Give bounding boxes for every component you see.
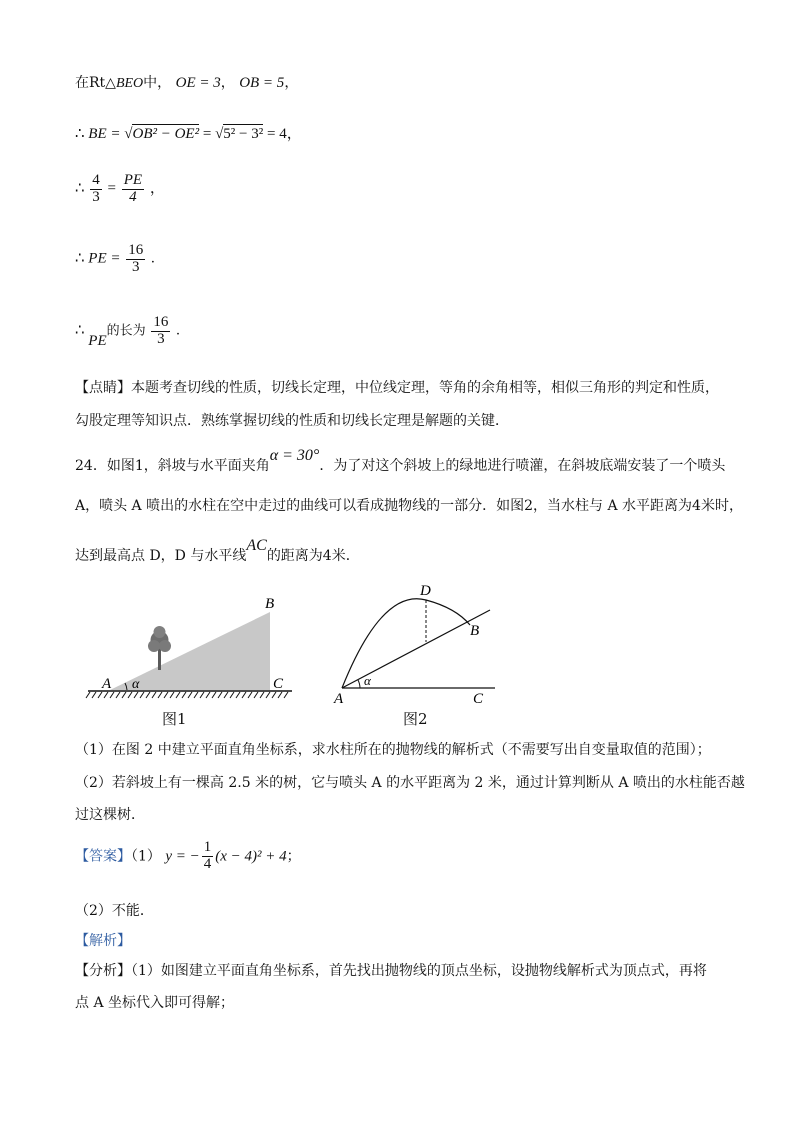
equation: (x − 4)² + 4 (215, 848, 287, 865)
equation: α = 30° (269, 447, 320, 464)
label-B: B (470, 623, 480, 639)
label-alpha: α (364, 673, 371, 688)
text: ， (284, 75, 299, 91)
answer-tag: 【答案】 (75, 848, 131, 865)
text: 勾股定理等知识点．熟练掌握切线的性质和切线长定理是解题的关键． (75, 413, 509, 429)
numerator: 16 (128, 242, 144, 258)
text: ， (149, 180, 165, 197)
answer-line-2: （2）不能． (75, 903, 154, 919)
numerator: 4 (92, 172, 100, 188)
denominator: 3 (157, 330, 165, 347)
sub-question-2-line-1: （2）若斜坡上有一棵高 2.5 米的树，它与喷头 A 的水平距离为 2 米，通过计算判断从 A 喷出的水柱能否越 (75, 775, 745, 791)
solution-line-3 (75, 173, 165, 206)
solution-line-2 (75, 122, 302, 143)
fenxi-tag: 【分析】 (75, 963, 131, 979)
numerator: 1 (203, 839, 212, 855)
fraction (90, 173, 102, 206)
question-24-line-1 (75, 447, 726, 475)
label-C: C (473, 691, 484, 705)
text: 的距离为4米． (266, 548, 360, 564)
fraction (202, 840, 214, 873)
text: 达到最高点 D，D 与水平线 (75, 548, 247, 564)
denominator: 3 (132, 258, 140, 275)
numerator: PE (123, 172, 143, 188)
text: （1） (131, 848, 161, 865)
figure-2-caption: 图2 (403, 710, 428, 728)
text: 中， (143, 75, 172, 91)
equation: BE = (88, 126, 121, 142)
label-alpha: α (132, 677, 140, 692)
note-tag: 【点睛】 (75, 380, 131, 396)
equation: OE = 3 (175, 75, 221, 91)
therefore-symbol: ∴ (75, 250, 85, 267)
analysis-line-1 (75, 960, 707, 980)
fraction (126, 243, 145, 276)
label-B: B (265, 596, 275, 612)
answer-line-1 (75, 840, 301, 873)
question-24-line-2 (75, 495, 743, 515)
triangle-name: BEO (115, 76, 144, 91)
radicand: OB² − OE² (132, 126, 200, 142)
label-A: A (334, 691, 344, 705)
text: = (107, 180, 117, 197)
figure-1 (80, 590, 300, 710)
equation: PE = (88, 250, 121, 267)
text: 24．如图1，斜坡与水平面夹角 (75, 458, 270, 474)
radicand: 5² − 3² (223, 126, 264, 142)
text: . (151, 250, 155, 267)
fraction (122, 173, 144, 206)
text: . (176, 322, 180, 339)
text: 本题考查切线的性质，切线长定理，中位线定理，等角的余角相等，相似三角形的判定和性质， (131, 380, 719, 396)
text: A，喷头 A 喷出的水柱在空中走过的曲线可以看成抛物线的一部分．如图2，当水柱与 A 水平距离为4米时， (75, 498, 743, 514)
analysis-tag: 【解析】 (75, 933, 131, 949)
text: ， (286, 126, 302, 142)
text: = 4 (267, 126, 287, 142)
text: （1）如图建立平面直角坐标系，首先找出抛物线的顶点坐标，设抛物线解析式为顶点式，再将 (131, 963, 707, 979)
variable: AC (246, 537, 267, 554)
analysis-line-2: 点 A 坐标代入即可得解； (75, 995, 235, 1011)
ground-hatching (86, 692, 288, 698)
therefore-symbol: ∴ (75, 322, 85, 339)
variable: PE (88, 332, 107, 349)
therefore-symbol: ∴ (75, 180, 85, 197)
sub-question-1: （1）在图 2 中建立平面直角坐标系，求水柱所在的抛物线的解析式（不需要写出自变量取值的范围）； (75, 742, 711, 758)
denominator: 4 (129, 188, 137, 205)
label-C: C (273, 676, 284, 692)
sqrt-symbol: √ (215, 126, 224, 142)
equation: y = − (165, 848, 200, 865)
solution-line-4 (75, 243, 155, 276)
numerator: 16 (153, 314, 169, 330)
parabola-curve (342, 599, 470, 688)
question-24-line-3 (75, 537, 360, 565)
angle-arc (358, 680, 360, 688)
figure-2 (330, 580, 500, 705)
therefore-symbol: ∴ (75, 126, 85, 142)
note-line-2 (75, 410, 509, 430)
label-D: D (420, 583, 431, 599)
text: 在Rt△ (75, 75, 116, 91)
sqrt-symbol: √ (124, 126, 133, 142)
denominator: 3 (92, 188, 100, 205)
figure-1-caption: 图1 (162, 710, 187, 728)
equation: OB = 5 (239, 75, 285, 91)
label-A: A (102, 676, 112, 692)
solution-line-5 (75, 315, 180, 348)
text: = (202, 126, 212, 142)
denominator: 4 (203, 855, 212, 872)
note-line-1 (75, 377, 719, 397)
text: ．为了对这个斜坡上的绿地进行喷灌，在斜坡底端安装了一个喷头 (319, 458, 726, 474)
sub-question-2-line-2: 过这棵树． (75, 807, 145, 823)
text: ， (220, 75, 235, 91)
text: ； (286, 848, 301, 865)
text: 的长为 (106, 323, 146, 339)
solution-line-1 (75, 72, 298, 92)
fraction (151, 315, 170, 348)
